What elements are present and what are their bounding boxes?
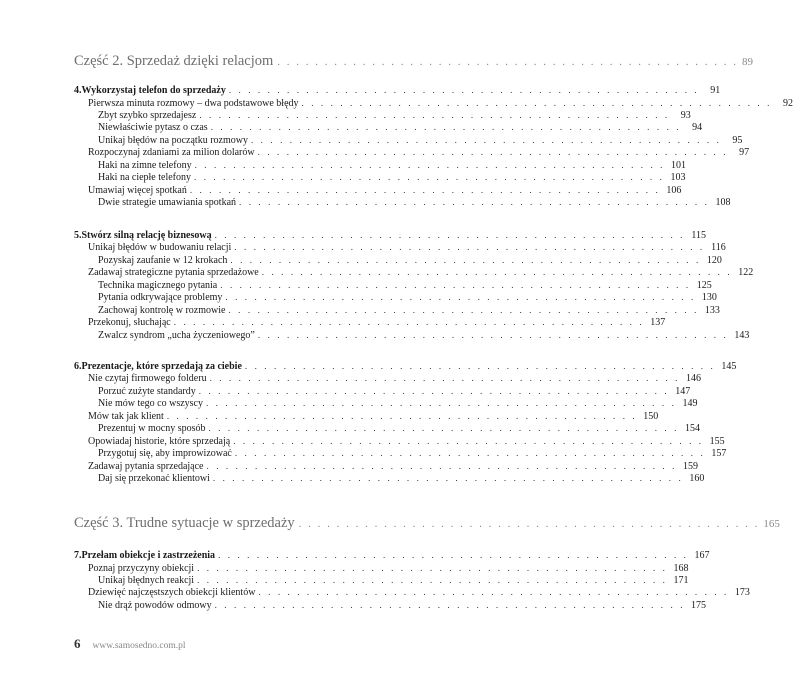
entry-title: Zbyt szybko sprzedajesz: [98, 109, 197, 121]
entry-page: 116: [711, 242, 726, 254]
entry-page: 149: [682, 398, 698, 410]
dot-leader: . . . . . . . . . . . . . . . . . . . . . . . . . . . . . . . . . . . . . . . . . . . . . . . . .: [218, 550, 689, 560]
entry-page: 94: [692, 122, 703, 134]
dot-leader: . . . . . . . . . . . . . . . . . . . . . . . . . . . . . . . . . . . . . . . . . . . . . . . . .: [234, 448, 706, 459]
entry-title: Zachowaj kontrolę w rozmowie: [98, 304, 226, 316]
dot-leader: . . . . . . . . . . . . . . . . . . . . . . . . . . . . . . . . . . . . . . . . . . . . . . . . .: [199, 109, 670, 120]
chapter-number: 6.: [74, 361, 82, 372]
part-page: 89: [742, 56, 754, 68]
entry-page: 106: [666, 184, 682, 196]
entry-page: 133: [704, 304, 720, 316]
dot-leader: . . . . . . . . . . . . . . . . . . . . . . . . . . . . . . . . . . . . . . . . . . . . . . . . .: [257, 147, 729, 158]
toc-section: [88, 184, 682, 196]
toc-subsection: [98, 134, 743, 146]
entry-title: Pozyskaj zaufanie w 12 krokach: [98, 254, 228, 266]
dot-leader: . . . . . . . . . . . . . . . . . . . . . . . . . . . . . . . . . . . . . . . . . . . . . . . . .: [197, 574, 668, 585]
dot-leader: . . . . . . . . . . . . . . . . . . . . . . . . . . . . . . . . . . . . . . . . . . . . . . . . .: [205, 398, 677, 409]
entry-title: Przekonuj, słuchając: [88, 317, 171, 329]
entry-page: 160: [689, 473, 705, 484]
entry-title: Nie drąż powodów odmowy: [98, 599, 212, 611]
dot-leader: . . . . . . . . . . . . . . . . . . . . . . . . . . . . . . . . . . . . . . . . . . . . . . . . .: [220, 279, 691, 290]
toc-section: [88, 146, 750, 159]
entry-title: Technika magicznego pytania: [98, 279, 218, 291]
dot-leader: . . . . . . . . . . . . . . . . . . . . . . . . . . . . . . . . . . . . . . . . . . . . . . . . .: [239, 197, 710, 207]
entry-title: Poznaj przyczyny obiekcji: [88, 562, 195, 574]
dot-leader: . . . . . . . . . . . . . . . . . . . . . . . . . . . . . . . . . . . . . . . . . . . . . . . . .: [230, 254, 701, 265]
toc-section: [88, 435, 725, 447]
dot-leader: . . . . . . . . . . . . . . . . . . . . . . . . . . . . . . . . . . . . . . . . . . . . . . . . .: [257, 329, 729, 340]
entry-title: Unikaj błędów na początku rozmowy: [98, 134, 248, 146]
dot-leader: . . . . . . . . . . . . . . . . . . . . . . . . . . . . . . . . . . . . . . . . . . . . . . . . .: [210, 122, 682, 133]
chapter-page: 167: [694, 550, 710, 561]
entry-title: Prezentuj w mocny sposób: [98, 423, 206, 435]
part-heading: [74, 515, 780, 537]
dot-leader: . . . . . . . . . . . . . . . . . . . . . . . . . . . . . . . . . . . . . . . . . . . . . . . . .: [228, 304, 699, 315]
toc-section: [88, 372, 702, 385]
entry-title: Nie mów tego co wszyscy: [98, 398, 203, 410]
dot-leader: . . . . . . . . . . . . . . . . . . . . . . . . . . . . . . . . . . . . . . . . . . . . . . . . .: [194, 159, 666, 170]
chapter-heading: [74, 84, 721, 96]
dot-leader: . . . . . . . . . . . . . . . . . . . . . . . . . . . . . . . . . . . . . . . . . . . . . . . . .: [173, 317, 645, 328]
entry-title: Unikaj błędów w budowaniu relacji: [88, 242, 232, 254]
toc-section: [88, 586, 750, 599]
dot-leader: . . . . . . . . . . . . . . . . . . . . . . . . . . . . . . . . . . . . . . . . . . . . . . . . .: [212, 473, 684, 483]
toc-section: [88, 562, 689, 574]
entry-page: 168: [673, 562, 689, 574]
page-number: 6: [74, 636, 81, 651]
chapter-page: 115: [691, 230, 707, 241]
toc-subsection: [98, 159, 687, 171]
entry-page: 146: [686, 373, 702, 385]
entry-title: Umawiaj więcej spotkań: [88, 184, 187, 196]
entry-page: 130: [701, 292, 717, 304]
dot-leader: . . . . . . . . . . . . . . . . . . . . . . . . . . . . . . . . . . . . . . . . . . . . . . . . .: [261, 267, 733, 278]
toc-subsection: [98, 397, 698, 410]
entry-page: 125: [696, 279, 712, 291]
toc-section: [88, 410, 659, 422]
entry-page: 171: [673, 574, 689, 586]
entry-title: Pytania odkrywające problemy: [98, 292, 223, 304]
dot-leader: . . . . . . . . . . . . . . . . . . . . . . . . . . . . . . . . . . . . . . . . . . . . . . . . .: [301, 97, 772, 108]
toc-subsection: [98, 291, 717, 304]
toc-subsection: [98, 254, 722, 266]
chapter-heading: [74, 360, 737, 372]
publisher-url: www.samosedno.com.pl: [92, 641, 186, 651]
chapter-title: Prezentacje, które sprzedają za ciebie: [81, 361, 242, 372]
entry-title: Rozpoczynaj zdaniami za milion dolarów: [88, 147, 255, 159]
entry-page: 155: [709, 435, 725, 447]
part-title: Część 3. Trudne sytuacje w sprzedaży: [74, 515, 295, 531]
dot-leader: . . . . . . . . . . . . . . . . . . . . . . . . . . . . . . . . . . . . . . . . . . . . . . . . .: [225, 292, 696, 303]
chapter-page: 145: [721, 361, 737, 372]
toc-subsection: [98, 121, 703, 134]
toc-section: [88, 460, 698, 472]
entry-page: 108: [715, 197, 731, 208]
entry-title: Daj się przekonać klientowi: [98, 473, 210, 484]
toc-subsection: [98, 304, 720, 316]
toc-section: [88, 241, 726, 254]
dot-leader: . . . . . . . . . . . . . . . . . . . . . . . . . . . . . . . . . . . . . . . . . . . . . . . . .: [189, 184, 661, 195]
entry-page: 122: [738, 267, 754, 279]
chapter-number: 5.: [74, 230, 82, 241]
dot-leader: . . . . . . . . . . . . . . . . . . . . . . . . . . . . . . . . . . . . . . . . . . . . . . . . .: [250, 134, 722, 145]
dot-leader: . . . . . . . . . . . . . . . . . . . . . . . . . . . . . . . . . . . . . . . . . . . . . . . . .: [258, 587, 729, 598]
entry-title: Niewłaściwie pytasz o czas: [98, 122, 208, 134]
toc-section: [88, 266, 754, 279]
toc-subsection: [98, 422, 700, 435]
dot-leader: . . . . . . . . . . . . . . . . . . . . . . . . . . . . . . . . . . . . . . . . . . . . . . . . .: [206, 460, 677, 471]
entry-page: 143: [734, 329, 750, 341]
entry-page: 92: [782, 97, 793, 109]
toc-subsection: [98, 574, 689, 586]
entry-page: 159: [682, 460, 698, 472]
chapter-number: 7.: [74, 550, 82, 561]
entry-page: 137: [650, 317, 666, 329]
dot-leader: . . . . . . . . . . . . . . . . . . . . . . . . . . . . . . . . . . . . . . . . . . . . . . . . .: [208, 423, 679, 434]
entry-page: 120: [706, 254, 722, 266]
dot-leader: . . . . . . . . . . . . . . . . . . . . . . . . . . . . . . . . . . . . . . . . . . . . . . . . .: [197, 562, 668, 573]
chapter-heading: [74, 229, 707, 241]
chapter-page: 91: [710, 85, 721, 96]
part-page: 165: [763, 518, 780, 530]
entry-page: 173: [734, 587, 750, 599]
toc-subsection: [98, 279, 712, 291]
entry-page: 93: [680, 109, 691, 121]
toc-subsection: [98, 599, 707, 611]
entry-title: Mów tak jak klient: [88, 410, 164, 422]
entry-title: Zwalcz syndrom „ucha życzeniowego”: [98, 329, 255, 341]
dot-leader: . . . . . . . . . . . . . . . . . . . . . . . . . . . . . . . . . . . . . . . . . . . . . . . . .: [244, 361, 716, 371]
entry-title: Pierwsza minuta rozmowy – dwa podstawowe błędy: [88, 97, 299, 109]
entry-title: Dwie strategie umawiania spotkań: [98, 197, 237, 208]
entry-page: 95: [732, 134, 743, 146]
entry-title: Nie czytaj firmowego folderu: [88, 373, 207, 385]
page-footer: [74, 636, 186, 650]
entry-title: Haki na zimne telefony: [98, 159, 192, 171]
entry-title: Przygotuj się, aby improwizować: [98, 448, 232, 460]
chapter-title: Przełam obiekcje i zastrzeżenia: [81, 550, 216, 561]
chapter-number: 4.: [74, 85, 82, 96]
dot-leader: . . . . . . . . . . . . . . . . . . . . . . . . . . . . . . . . . . . . . . . . . . . . . . . . .: [214, 599, 686, 610]
toc-subsection: [98, 171, 686, 184]
entry-page: 175: [691, 599, 707, 611]
toc-subsection: [98, 385, 691, 397]
dot-leader: . . . . . . . . . . . . . . . . . . . . . . . . . . . . . . . . . . . . . . . . . . . . . . . . .: [234, 242, 705, 253]
toc-subsection: [98, 447, 727, 460]
entry-title: Haki na ciepłe telefony: [98, 172, 192, 184]
dot-leader: . . . . . . . . . . . . . . . . . . . . . . . . . . . . . . . . . . . . . . . . . . . . . . . . .: [277, 56, 739, 68]
entry-title: Zadawaj pytania sprzedające: [88, 460, 204, 472]
entry-page: 103: [670, 172, 686, 184]
entry-title: Zadawaj strategiczne pytania sprzedażowe: [88, 267, 259, 279]
chapter-title: Stwórz silną relację biznesową: [81, 230, 212, 241]
part-heading: [74, 53, 754, 75]
entry-page: 150: [643, 410, 659, 422]
entry-title: Porzuć zużyte standardy: [98, 385, 196, 397]
dot-leader: . . . . . . . . . . . . . . . . . . . . . . . . . . . . . . . . . . . . . . . . . . . . . . . . .: [214, 230, 686, 240]
dot-leader: . . . . . . . . . . . . . . . . . . . . . . . . . . . . . . . . . . . . . . . . . . . . . . . . .: [228, 85, 700, 95]
toc-subsection: [98, 329, 750, 341]
dot-leader: . . . . . . . . . . . . . . . . . . . . . . . . . . . . . . . . . . . . . . . . . . . . . . . . .: [166, 410, 638, 421]
chapter-heading: [74, 549, 710, 561]
toc-subsection: [98, 109, 691, 121]
entry-page: 157: [711, 448, 727, 460]
dot-leader: . . . . . . . . . . . . . . . . . . . . . . . . . . . . . . . . . . . . . . . . . . . . . . . . .: [298, 518, 760, 530]
part-title: Część 2. Sprzedaż dzięki relacjom: [74, 53, 274, 69]
entry-page: 97: [739, 147, 750, 159]
dot-leader: . . . . . . . . . . . . . . . . . . . . . . . . . . . . . . . . . . . . . . . . . . . . . . . . .: [198, 385, 670, 396]
entry-title: Unikaj błędnych reakcji: [98, 574, 195, 586]
entry-title: Dziewięć najczęstszych obiekcji klientów: [88, 587, 256, 599]
dot-leader: . . . . . . . . . . . . . . . . . . . . . . . . . . . . . . . . . . . . . . . . . . . . . . . . .: [194, 172, 665, 183]
toc-section: [88, 97, 793, 109]
toc-section: [88, 316, 666, 329]
entry-title: Opowiadaj historie, które sprzedają: [88, 435, 231, 447]
dot-leader: . . . . . . . . . . . . . . . . . . . . . . . . . . . . . . . . . . . . . . . . . . . . . . . . .: [209, 373, 681, 384]
chapter-title: Wykorzystaj telefon do sprzedaży: [81, 85, 226, 96]
entry-page: 101: [671, 159, 687, 171]
entry-page: 154: [684, 423, 700, 435]
toc-subsection: [98, 196, 731, 208]
entry-page: 147: [675, 385, 691, 397]
toc-subsection: [98, 472, 705, 484]
dot-leader: . . . . . . . . . . . . . . . . . . . . . . . . . . . . . . . . . . . . . . . . . . . . . . . . .: [233, 435, 704, 446]
